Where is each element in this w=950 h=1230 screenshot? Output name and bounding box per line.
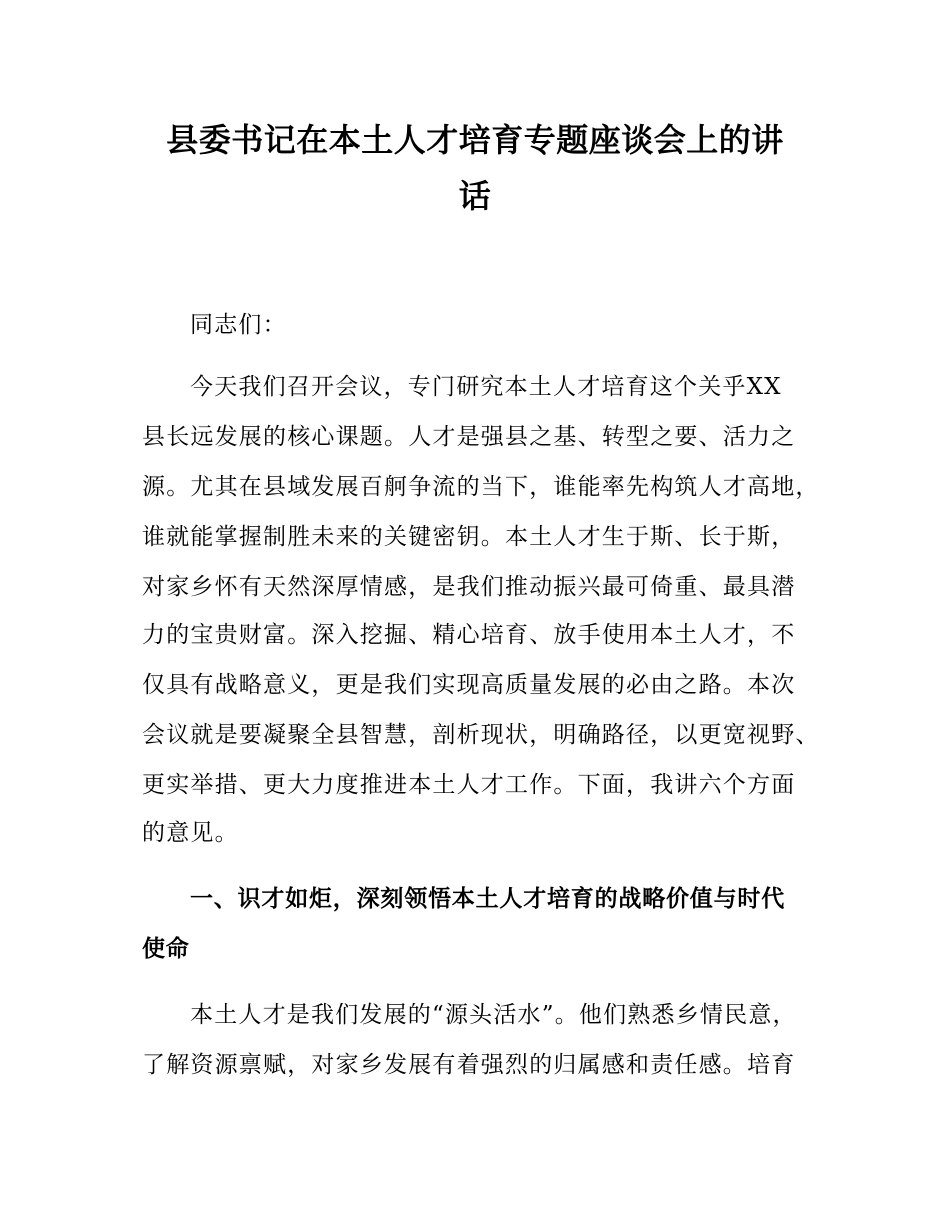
- paragraph-line: 源。尤其在县域发展百舸争流的当下，谁能率先构筑人才高地，: [142, 474, 820, 500]
- paragraph-line: 本土人才是我们发展的“源头活水”。他们熟悉乡情民意，: [190, 1002, 797, 1028]
- paragraph-line: 会议就是要凝聚全县智慧，剖析现状，明确路径，以更宽视野、: [142, 722, 820, 748]
- paragraph-line: 仅具有战略意义，更是我们实现高质量发展的必由之路。本次: [142, 672, 796, 698]
- section-heading-continued: 使命: [142, 936, 190, 962]
- paragraph-line: 对家乡怀有天然深厚情感，是我们推动振兴最可倚重、最具潜: [142, 574, 796, 600]
- paragraph-line: 谁就能掌握制胜未来的关键密钥。本土人才生于斯、长于斯，: [142, 524, 796, 550]
- paragraph-line: 更实举措、更大力度推进本土人才工作。下面，我讲六个方面: [142, 772, 796, 798]
- paragraph-line: 今天我们召开会议，专门研究本土人才培育这个关乎XX: [190, 374, 782, 400]
- paragraph-line: 了解资源禀赋，对家乡发展有着强烈的归属感和责任感。培育: [142, 1052, 796, 1078]
- title-line-2: 话: [458, 177, 492, 215]
- paragraph-line: 力的宝贵财富。深入挖掘、精心培育、放手使用本土人才，不: [142, 622, 796, 648]
- title-line-1: 县委书记在本土人才培育专题座谈会上的讲: [166, 121, 784, 159]
- section-heading: 一、识才如炬，深刻领悟本土人才培育的战略价值与时代: [190, 886, 785, 912]
- document-title: [140, 112, 810, 224]
- salutation: 同志们：: [190, 312, 287, 338]
- paragraph-line: 县长远发展的核心课题。人才是强县之基、转型之要、活力之: [142, 424, 796, 450]
- paragraph-line: 的意见。: [142, 820, 239, 846]
